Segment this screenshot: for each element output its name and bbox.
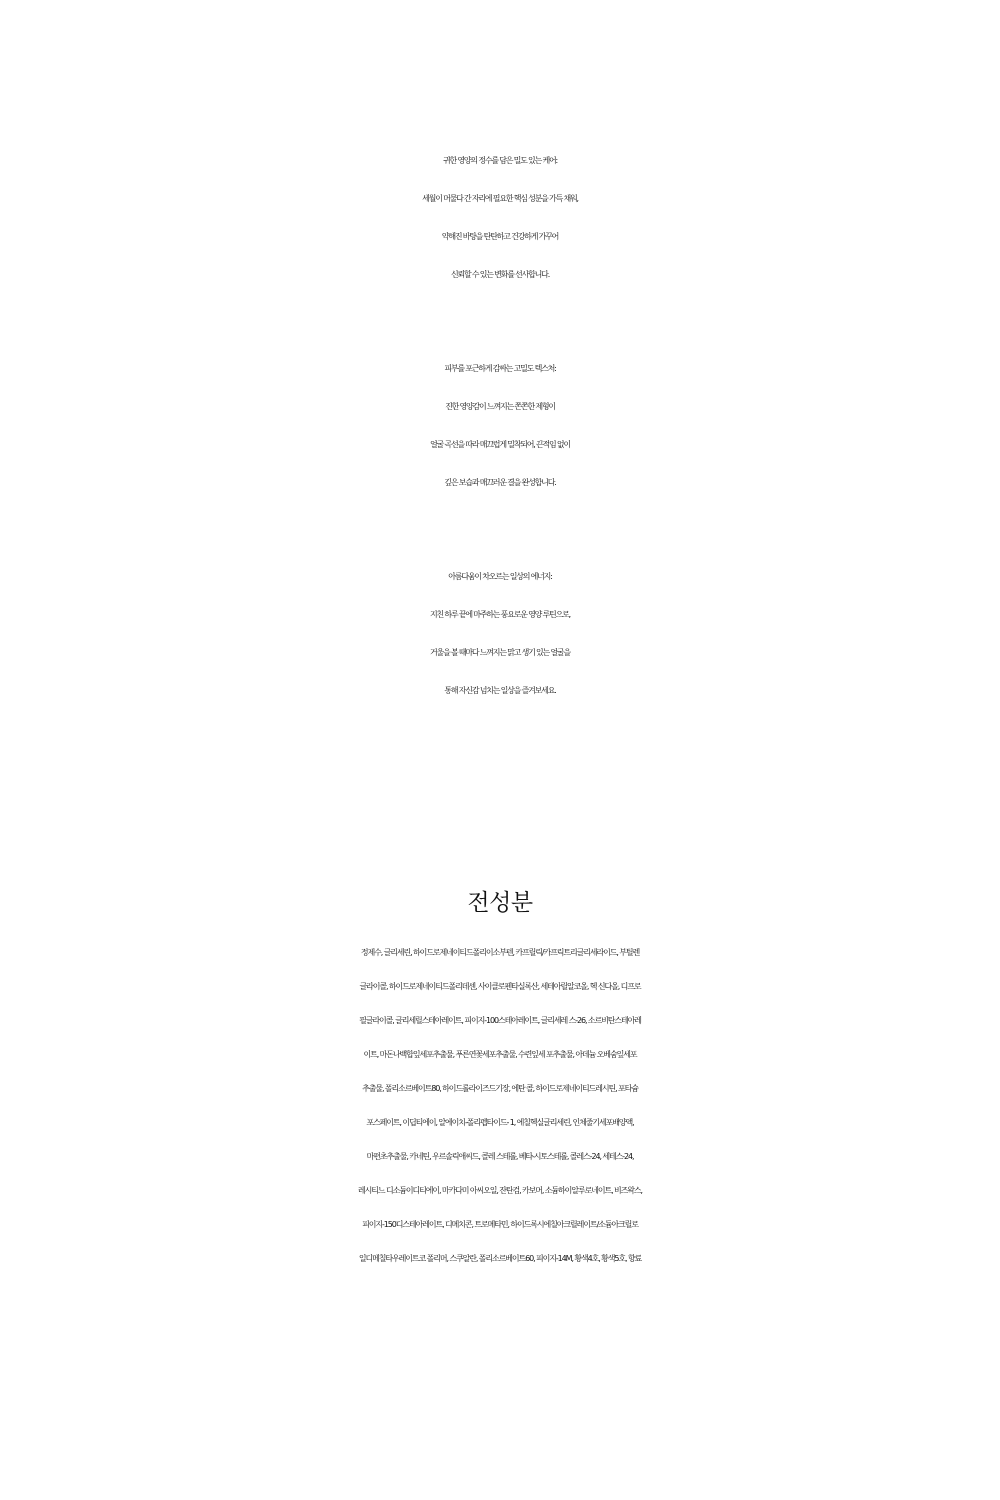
intro-paragraph-2 (0, 350, 1000, 502)
intro-line: 세월이 머물다 간 자리에 필요한 핵심 성분을 가득 채워, (422, 194, 578, 203)
intro-line: 신뢰할 수 있는 변화를 선사합니다. (450, 270, 550, 279)
ingredients-line: 마편초추출물, 카네틴, 우르솔릭애씨드, 콜레 스테롤, 베타-시토스테롤, 콜레스-24, 세테스-24, (366, 1152, 634, 1161)
intro-line: 진한 영양감이 느껴지는 쫀쫀한 제형이 (445, 402, 555, 411)
intro-line: 얼굴 곡선을 따라 매끄럽게 밀착되어, 끈적임 없이 (430, 440, 570, 449)
intro-line: 피부를 포근하게 감싸는 고밀도 텍스처: (444, 364, 556, 373)
ingredients-line: 이트, 마돈나백합잎세포추출물, 푸른연꽃세포추출물, 수련잎세 포추출물, 아데늄 오베숨잎세포 (363, 1050, 637, 1059)
intro-line: 깊은 보습과 매끄러운 결을 완성합니다. (444, 478, 556, 487)
intro-copy (0, 142, 1000, 766)
ingredients-line: 피이지-150디스테아레이트, 디메치콘, 트로메타민, 하이드록시에칠아크릴레이트/소듐아크릴로 (362, 1220, 638, 1229)
intro-paragraph-3 (0, 558, 1000, 710)
intro-line: 통해 자신감 넘치는 일상을 즐겨보세요. (444, 686, 556, 695)
intro-line: 지친 하루 끝에 마주하는 풍요로운 영양 루틴으로, (430, 610, 570, 619)
ingredients-line: 필글라이콜, 글리세릴스테아레이트, 피이지-100스테아레이트, 글리세레 스-26, 소르비탄스테아레 (359, 1016, 641, 1025)
ingredients-line: 글라이콜, 하이드로제네이티드폴리데센, 사이클로펜타실록산, 세테아릴알코올, 헥 신다올, 디프로 (359, 982, 641, 991)
ingredients-line: 정제수, 글리세린, 하이드로제네이티드폴리이소부텐, 카프릴릭/카프릭트리글리세라이드, 부틸렌 (360, 948, 640, 957)
ingredients-line: 일디메칠타우레이트코 폴리머, 스쿠알란, 폴리소르베이트60, 피이지-14M, 황색4호, 황색5호, 향료 (358, 1254, 642, 1263)
intro-line: 아름다움이 차오르는 일상의 에너지: (448, 572, 552, 581)
ingredients-line: 추출물, 폴리소르베이트80, 하이드롤라이즈드기장, 에탄 콜, 하이드로제네이티드레시틴, 포타슘 (362, 1084, 638, 1093)
ingredients-section (0, 884, 1000, 1276)
intro-line: 약해진 바탕을 탄탄하고 건강하게 가꾸어 (441, 232, 559, 241)
ingredients-line: 포스페이트, 이딥티에이, 알에이치-폴리펩타이드- 1, 에칠헥실글리세린, 인체줄기세포배양액, (366, 1118, 634, 1127)
intro-line: 거울을 볼 때마다 느껴지는 맑고 생기 있는 얼굴을 (430, 648, 570, 657)
ingredients-title: 전성분 (467, 890, 533, 916)
intro-line: 귀한 영양의 정수를 담은 밀도 있는 케어: (443, 156, 557, 165)
intro-paragraph-1 (0, 142, 1000, 294)
ingredients-line: 레시티느 디소듐이디티에이, 마카다미 아씨오일, 잔탄검, 카보머, 소듐하이알루로네이트, 비즈왁스, (358, 1186, 642, 1195)
